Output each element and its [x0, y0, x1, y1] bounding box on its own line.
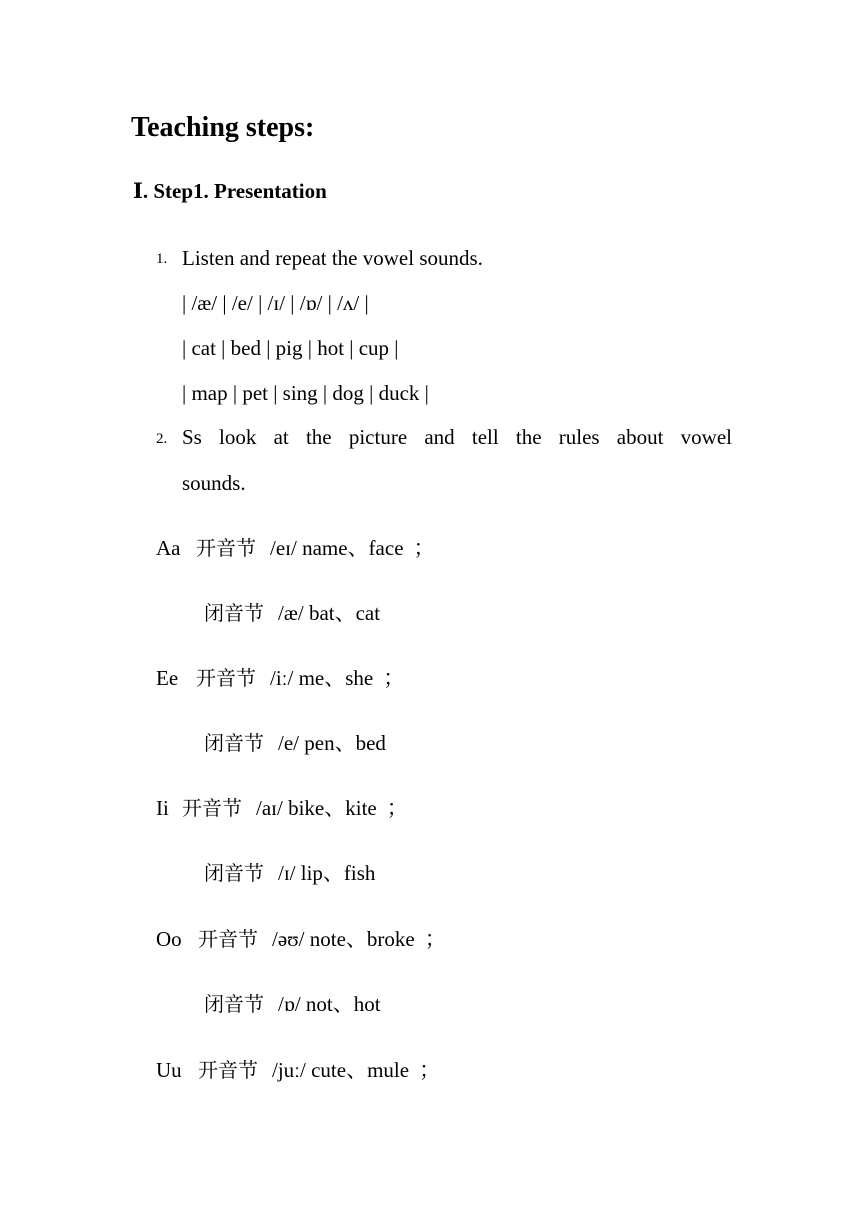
semicolon: ；: [424, 927, 446, 951]
vowel-rule-closed-o: [204, 994, 381, 1015]
examples: me、she: [298, 666, 374, 690]
vowel-rule-open-o: [156, 929, 446, 950]
ipa: /ɒ/: [278, 992, 301, 1016]
vowel-rule-closed-a: [204, 603, 380, 624]
open-syllable-label: 开音节: [182, 796, 242, 820]
vowel-letter: Ee: [156, 666, 179, 690]
ipa: /e/: [278, 731, 299, 755]
vowel-rule-open-u: [156, 1060, 440, 1081]
vowel-letter: Uu: [156, 1058, 182, 1082]
list-item-2-continuation: sounds.: [182, 471, 246, 495]
page-title: Teaching steps:: [131, 112, 315, 143]
semicolon: ；: [413, 536, 435, 560]
semicolon: ；: [419, 1058, 441, 1082]
closed-syllable-label: 闭音节: [204, 992, 264, 1016]
ipa-row: | /æ/ | /e/ | /ɪ/ | /ɒ/ | /ʌ/ |: [182, 291, 369, 315]
examples: bike、kite: [288, 796, 377, 820]
vowel-rule-closed-e: [204, 733, 386, 754]
list-number-1: 1.: [156, 251, 168, 267]
vowel-rule-open-a: [156, 538, 435, 559]
examples: lip、fish: [300, 861, 376, 885]
ipa: /iː/: [270, 666, 294, 690]
ipa: /ɪ/: [278, 861, 296, 885]
examples: name、face: [302, 536, 404, 560]
examples: note、broke: [309, 927, 415, 951]
ipa: /æ/: [278, 601, 304, 625]
vowel-letter: Oo: [156, 927, 182, 951]
ipa: /aɪ/: [256, 796, 283, 820]
vowel-letter: Ii: [156, 796, 169, 820]
list-item-2-text: Ss look at the picture and tell the rules about vowel: [182, 425, 732, 449]
section-heading: Ⅰ. Step1. Presentation: [133, 179, 327, 203]
example-row-1: | cat | bed | pig | hot | cup |: [182, 336, 399, 360]
closed-syllable-label: 闭音节: [204, 731, 264, 755]
open-syllable-label: 开音节: [196, 536, 256, 560]
vowel-rule-closed-i: [204, 863, 375, 884]
examples: not、hot: [305, 992, 381, 1016]
ipa: /juː/: [272, 1058, 306, 1082]
examples: cute、mule: [311, 1058, 410, 1082]
closed-syllable-label: 闭音节: [204, 861, 264, 885]
example-row-2: | map | pet | sing | dog | duck |: [182, 381, 429, 405]
examples: bat、cat: [308, 601, 381, 625]
semicolon: ；: [383, 666, 405, 690]
vowel-letter: Aa: [156, 536, 181, 560]
open-syllable-label: 开音节: [198, 927, 258, 951]
list-item-1-text: Listen and repeat the vowel sounds.: [182, 246, 483, 270]
list-number-2: 2.: [156, 431, 168, 447]
ipa: /əʊ/: [272, 927, 305, 951]
open-syllable-label: 开音节: [196, 666, 256, 690]
closed-syllable-label: 闭音节: [204, 601, 264, 625]
vowel-rule-open-i: [156, 798, 408, 819]
semicolon: ；: [386, 796, 408, 820]
vowel-rule-open-e: [156, 668, 404, 689]
open-syllable-label: 开音节: [198, 1058, 258, 1082]
examples: pen、bed: [304, 731, 386, 755]
ipa: /eɪ/: [270, 536, 297, 560]
